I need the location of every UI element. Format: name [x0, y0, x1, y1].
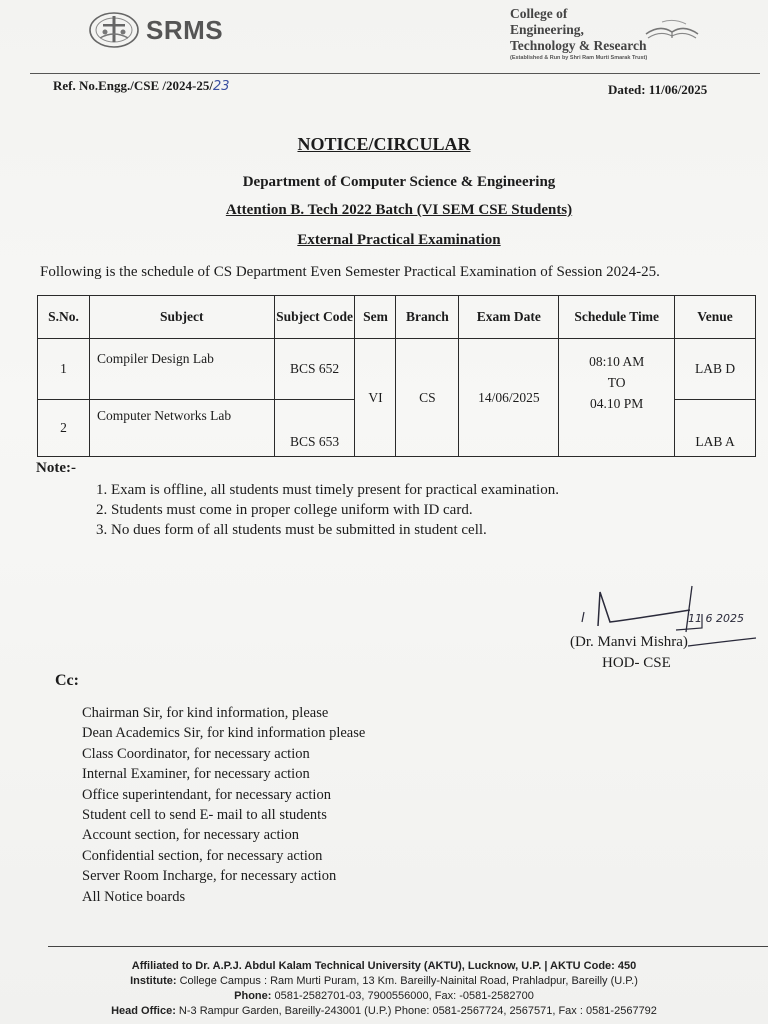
signatory-name: (Dr. Manvi Mishra): [570, 634, 688, 650]
college-line-1: College of: [510, 6, 568, 21]
time-start: 08:10 AM: [589, 354, 645, 369]
srms-emblem-icon: [88, 10, 140, 50]
footer-phone-label: Phone:: [234, 990, 272, 1002]
footer-affiliation: Affiliated to Dr. A.P.J. Abdul Kalam Technical University (AKTU), Lucknow, U.P. | AKTU Code: 450: [131, 960, 637, 972]
cell-sno: 1: [38, 339, 90, 400]
schedule-table: [37, 295, 756, 457]
signatory-role: HOD- CSE: [602, 655, 671, 671]
cell-venue: LAB D: [675, 339, 756, 400]
footer: [0, 959, 768, 1019]
department-name: Department of Computer Science & Engineering: [242, 174, 556, 190]
footer-institute: [0, 974, 768, 989]
list-item: Dean Academics Sir, for kind information please: [82, 725, 366, 742]
note-label: Note:-: [36, 460, 76, 476]
reference-handwritten-number: 23: [212, 79, 230, 94]
footer-institute-text: College Campus : Ram Murti Puram, 13 Km. Bareilly-Nainital Road, Prahladpur, Bareilly (U.P.): [176, 975, 638, 987]
cell-subject: Computer Networks Lab: [89, 400, 274, 457]
footer-head-office: [0, 1004, 768, 1019]
list-item: 3. No dues form of all students must be submitted in student cell.: [96, 522, 487, 538]
header-branch: Branch: [396, 296, 459, 339]
list-item: Internal Examiner, for necessary action: [82, 766, 310, 783]
list-item: Confidential section, for necessary action: [82, 847, 323, 864]
exam-title: External Practical Examination: [297, 232, 501, 248]
notes-list: [96, 480, 559, 540]
cc-list: [82, 703, 365, 907]
list-item: Server Room Incharge, for necessary action: [82, 868, 337, 885]
reference-number: [53, 78, 230, 94]
cc-label: Cc:: [55, 672, 79, 689]
table-header-row: [38, 296, 756, 339]
time-end: 04.10 PM: [590, 396, 644, 411]
list-item: Account section, for necessary action: [82, 827, 300, 844]
cell-sno: 2: [38, 400, 90, 457]
header-schedule-time: Schedule Time: [559, 296, 675, 339]
cell-schedule-time: [559, 339, 675, 457]
time-to: TO: [607, 375, 626, 390]
cell-exam-date: 14/06/2025: [459, 339, 559, 457]
cell-code: BCS 653: [274, 400, 355, 457]
footer-rule: [48, 946, 768, 947]
cell-venue: LAB A: [675, 400, 756, 457]
open-book-icon: [644, 18, 700, 42]
header-venue: Venue: [675, 296, 756, 339]
cell-branch: CS: [396, 339, 459, 457]
header-exam-date: Exam Date: [459, 296, 559, 339]
signature-date: 11 6 2025: [688, 612, 744, 625]
list-item: 1. Exam is offline, all students must timely present for practical examination.: [96, 482, 559, 498]
footer-head-office-text: N-3 Rampur Garden, Bareilly-243001 (U.P.) Phone: 0581-2567724, 2567571, Fax : 0581-2567792: [175, 1005, 657, 1017]
srms-logo: [88, 10, 223, 50]
list-item: Chairman Sir, for kind information, please: [82, 705, 329, 721]
brand-name: SRMS: [146, 14, 224, 45]
notice-title: NOTICE/CIRCULAR: [297, 134, 471, 154]
list-item: Student cell to send E- mail to all students: [82, 807, 327, 824]
college-name: [510, 6, 647, 62]
list-item: All Notice boards: [82, 888, 186, 905]
footer-phone: [0, 989, 768, 1004]
intro-text: Following is the schedule of CS Department Even Semester Practical Examination of Session 2024-25.: [40, 264, 660, 280]
header-rule: [30, 73, 760, 74]
header-subject: Subject: [89, 296, 274, 339]
list-item: Class Coordinator, for necessary action: [82, 745, 310, 762]
header-sem: Sem: [355, 296, 396, 339]
cell-code: BCS 652: [274, 339, 355, 400]
list-item: 2. Students must come in proper college uniform with ID card.: [96, 502, 473, 518]
table-row: [38, 339, 756, 400]
list-item: Office superintendant, for necessary action: [82, 786, 331, 803]
header-sno: S.No.: [38, 296, 90, 339]
college-line-2: Engineering,: [510, 22, 584, 37]
college-line-3: Technology & Research: [510, 38, 647, 53]
footer-head-office-label: Head Office:: [111, 1005, 176, 1017]
cell-subject: Compiler Design Lab: [89, 339, 274, 400]
header-subject-code: Subject Code: [274, 296, 355, 339]
attention-line: Attention B. Tech 2022 Batch (VI SEM CSE Students): [225, 202, 573, 218]
cell-sem: VI: [355, 339, 396, 457]
footer-phone-text: 0581-2582701-03, 7900556000, Fax: -0581-2582700: [271, 990, 534, 1002]
established-line: (Established & Run by Shri Ram Murti Smarak Trust): [510, 55, 648, 61]
reference-label: Ref. No.Engg./CSE /2024-25/: [53, 78, 213, 93]
footer-institute-label: Institute:: [130, 975, 177, 987]
date: Dated: 11/06/2025: [608, 82, 708, 97]
